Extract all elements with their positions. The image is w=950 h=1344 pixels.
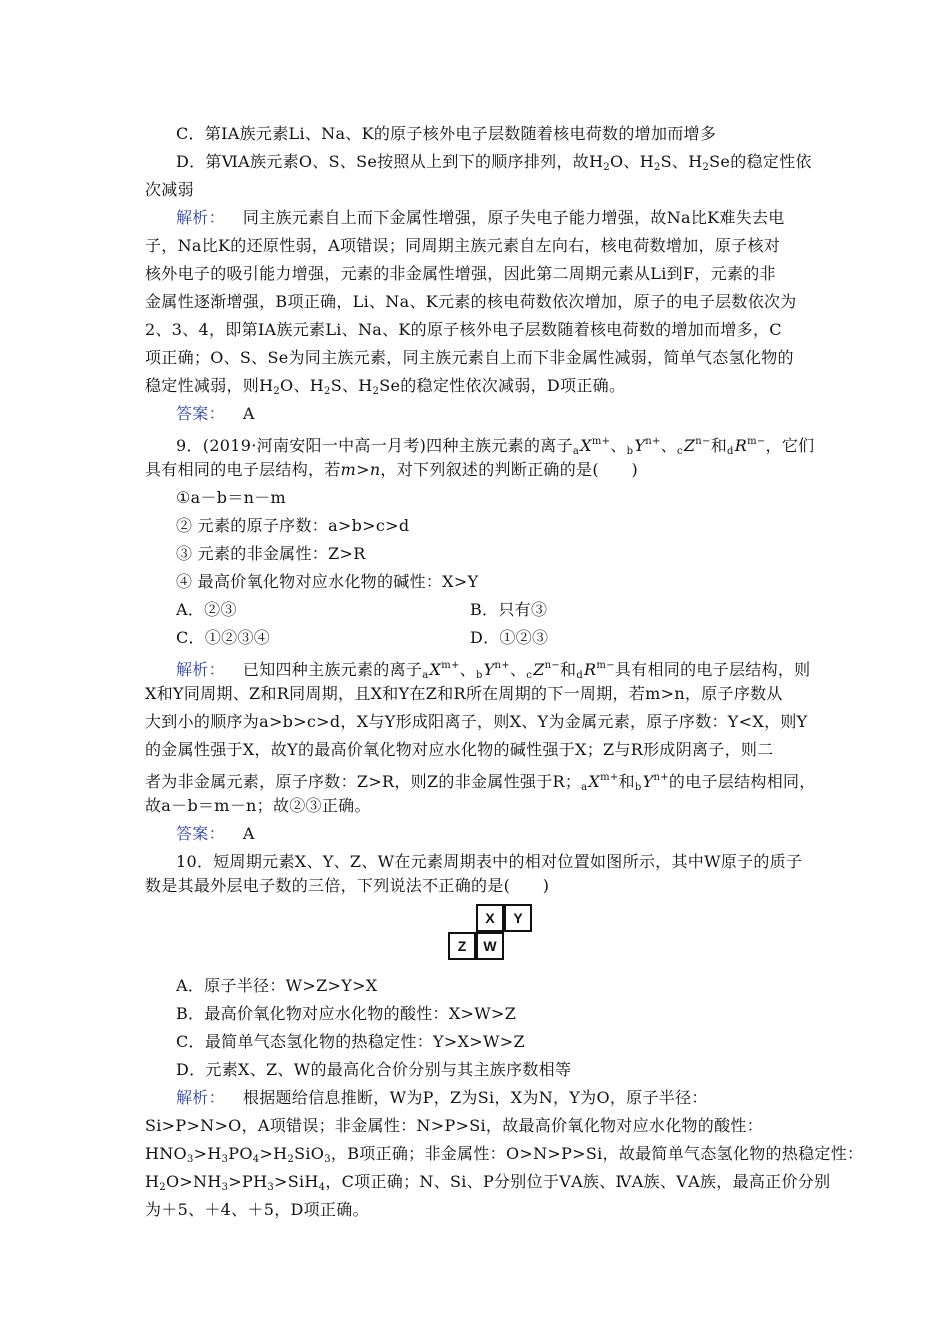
q9-analysis-line-3: 大到小的顺序为a>b>c>d，X与Y形成阳离子，则X、Y为金属元素，原子序数：Y<X，则Y (145, 712, 808, 731)
cell-w: W (476, 932, 504, 960)
q8-option-d-text-4: Se的稳定性依 (709, 152, 812, 171)
q10-analysis-line-4: $H_2O>NH_3>PH_3>SiH_4$，C项正确；N、Si、P分别位于ⅤA族、ⅣA族、ⅤA族，最高正价分别 (145, 1172, 831, 1193)
answer-label: 答案： (176, 404, 225, 423)
q9-option-c: C．①②③④ (176, 628, 271, 647)
q8-option-d-text-5: 次减弱 (145, 180, 194, 199)
q9-answer-value: A (242, 824, 255, 843)
q8-analysis-text-7b: O、H (280, 376, 325, 395)
subscript: 2 (273, 386, 281, 397)
q10-analysis-text-3: B项正确；非金属性：O>N>P>Si，故最简单气态氢化物的热稳定性： (347, 1144, 864, 1163)
q9-stem-line-2: 具有相同的电子层结构，若m>n，对下列叙述的判断正确的是( ) (145, 460, 639, 479)
q9-analysis-line-5: 者为非金属元素，原子序数：Z>R，则Z的非金属性强于R；$aX^{m+}$和$bY^{n+}$的电子层结构相同， (145, 772, 816, 793)
q9-stem-text-1: 9．(2019·河南安阳一中高一月考)四种主族元素的离子 (176, 436, 573, 455)
q10-analysis-line-5: 为＋5、＋4、＋5，D项正确。 (145, 1200, 369, 1219)
cell-z: Z (448, 932, 476, 960)
q9-options-row-1 (176, 600, 841, 620)
q9-options-row-2 (176, 628, 841, 648)
q10-analysis-line-2: Si>P>N>O，A项错误；非金属性：N>P>Si，故最高价氧化物对应水化物的酸性： (145, 1116, 763, 1135)
subscript: 2 (702, 162, 710, 173)
q9-item-4: ④ 最高价氧化物对应水化物的碱性：X>Y (176, 572, 479, 591)
q8-analysis-line-6: 项正确；O、S、Se为同主族元素，同主族元素自上而下非金属性减弱，简单气态氢化物的 (145, 348, 794, 367)
q10-analysis-text-4: C项正确；N、Si、P分别位于ⅤA族、ⅣA族、ⅤA族，最高正价分别 (341, 1172, 831, 1191)
cell-x: X (476, 904, 504, 932)
q9-option-d: D．①②③ (470, 628, 549, 647)
q10-option-a: A．原子半径：W>Z>Y>X (176, 976, 378, 995)
q8-analysis-text-7c: S、H (330, 376, 373, 395)
q9-item-2: ② 元素的原子序数：a>b>c>d (176, 516, 410, 535)
q9-stem-text-3: ，对下列叙述的判断正确的是( ) (380, 460, 639, 479)
q9-option-a: A．②③ (176, 600, 237, 619)
subscript: 2 (603, 162, 611, 173)
q8-option-d-continued (145, 180, 810, 200)
cell-y: Y (504, 904, 532, 932)
q8-answer-value: A (242, 404, 255, 423)
q9-stem-line-1: 9．(2019·河南安阳一中高一月考)四种主族元素的离子$aX^{m+}$、$bY^{n+}$、$cZ^{n-}$和$dR^{m-}$，它们 (176, 436, 815, 457)
q8-option-c-text: C．第ⅠA族元素Li、Na、K的原子核外电子层数随着核电荷数的增加而增多 (176, 124, 717, 143)
subscript: 2 (372, 386, 380, 397)
q8-analysis-line-5: 2、3、4，即第ⅠA族元素Li、Na、K的原子核外电子层数随着核电荷数的增加而增多，C (145, 320, 782, 339)
q8-analysis-line-1 (176, 208, 841, 228)
q9-item-1: ①a－b＝n－m (176, 488, 287, 507)
q9-analysis-text-1b: 具有相同的电子层结构，则 (614, 660, 811, 679)
subscript: 2 (654, 162, 661, 173)
q9-analysis-text-1: 已知四种主族元素的离子 (242, 660, 423, 679)
subscript: 2 (324, 386, 331, 397)
q8-option-d (176, 152, 841, 178)
q8-answer (176, 404, 841, 424)
q8-analysis-text-7a: 稳定性减弱，则H (145, 376, 274, 395)
q9-analysis-line-4: 的金属性强于X，故Y的最高价氧化物对应水化物的碱性强于X；Z与R形成阴离子，则二 (145, 740, 774, 759)
q8-option-d-text-3: S、H (660, 152, 703, 171)
analysis-label: 解析： (176, 660, 225, 679)
q10-option-b: B．最高价氧化物对应水化物的酸性：X>W>Z (176, 1004, 517, 1023)
q10-analysis-text-1: 根据题给信息推断，W为P，Z为Si，X为N，Y为O，原子半径： (242, 1088, 708, 1107)
q10-option-c: C．最简单气态氢化物的热稳定性：Y>X>W>Z (176, 1032, 525, 1051)
q10-analysis-line-1 (176, 1088, 841, 1108)
analysis-label: 解析： (176, 1088, 225, 1107)
q9-item-3: ③ 元素的非金属性：Z>R (176, 544, 366, 563)
q9-analysis-line-1: 解析： 已知四种主族元素的离子$aX^{m+}$、$bY^{n+}$、$cZ^{n-}$和$dR^{m-}$具有相同的电子层结构，则 (176, 660, 811, 681)
q8-analysis-line-3: 核外电子的吸引能力增强，元素的非金属性增强，因此第二周期元素从Li到F，元素的非 (145, 264, 776, 283)
q8-option-d-text-1: D．第ⅥA族元素O、S、Se按照从上到下的顺序排列，故H (176, 152, 604, 171)
q10-option-d: D．元素X、Z、W的最高化合价分别与其主族序数相等 (176, 1060, 572, 1079)
q9-stem-text-2: 具有相同的电子层结构，若 (145, 460, 341, 479)
q8-option-c (176, 124, 841, 144)
q8-option-d-text-2: O、H (610, 152, 654, 171)
q10-stem-line-2: 数是其最外层电子数的三倍，下列说法不正确的是( ) (145, 876, 550, 895)
q8-analysis-line-2: 子，Na比K的还原性弱，A项错误；同周期主族元素自左向右，核电荷数增加，原子核对 (145, 236, 781, 255)
q8-analysis-line-7 (145, 376, 810, 402)
q9-analysis-line-6: 故a－b＝m－n；故②③正确。 (145, 796, 371, 815)
q9-analysis-line-2: X和Y同周期、Z和R同周期，且X和Y在Z和R所在周期的下一周期，若m>n，原子序数从 (145, 684, 783, 703)
q9-answer (176, 824, 841, 844)
answer-label: 答案： (176, 824, 225, 843)
q10-stem-line-1: 10．短周期元素X、Y、Z、W在元素周期表中的相对位置如图所示，其中W原子的质子 (176, 852, 803, 871)
q9-analysis-text-5b: 的电子层结构相同， (668, 772, 816, 791)
q8-analysis-text-7d: Se的稳定性依次减弱，D项正确。 (379, 376, 626, 395)
q8-analysis-text: 同主族元素自上而下金属性增强，原子失电子能力增强，故Na比K难失去电 (242, 208, 785, 227)
q9-analysis-text-5a: 者为非金属元素，原子序数：Z>R，则Z的非金属性强于R； (145, 772, 582, 791)
q9-option-b: B．只有③ (470, 600, 548, 619)
q8-analysis-line-4: 金属性逐渐增强，B项正确，Li、Na、K元素的核电荷数依次增加，原子的电子层数依次为 (145, 292, 797, 311)
analysis-label: 解析： (176, 208, 225, 227)
q10-analysis-line-3: $HNO_3>H_3PO_4>H_2SiO_3$，B项正确；非金属性：O>N>P>Si，故最简单气态氢化物的热稳定性： (145, 1144, 864, 1165)
